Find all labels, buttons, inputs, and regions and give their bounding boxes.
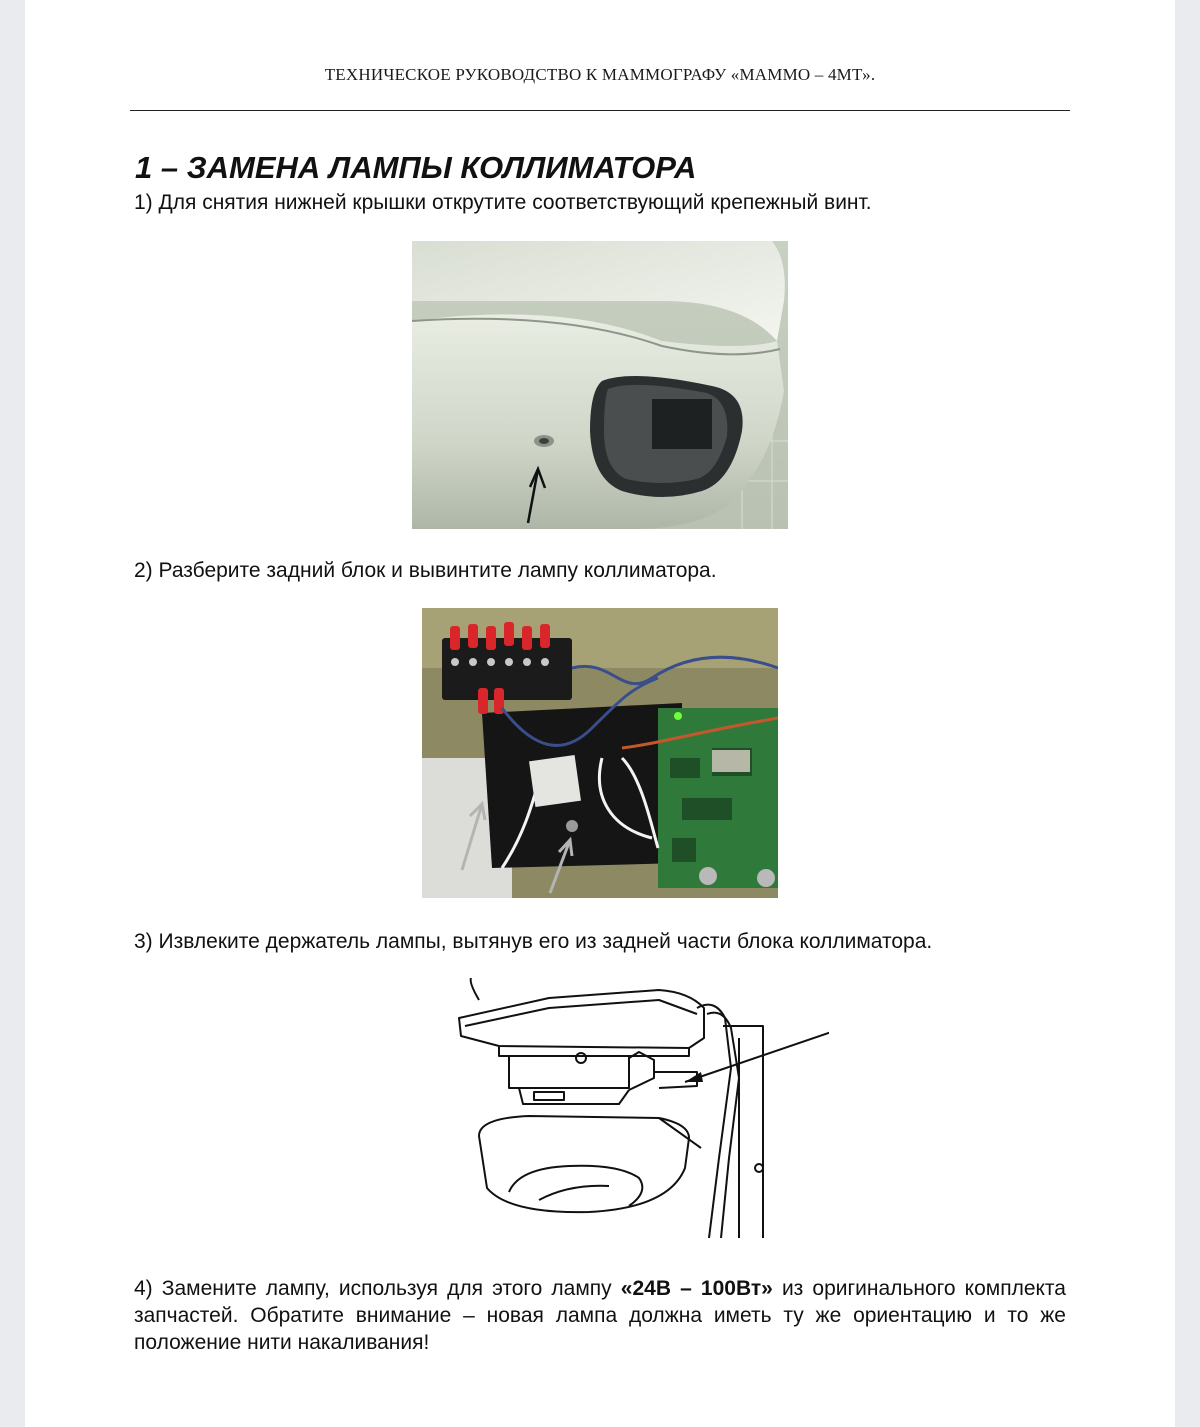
collimator-unit-drawing: [439, 978, 829, 1238]
step-4-text-end: из оригинального комплекта запчастей. Обратите внимание – новая лампа должна иметь ту же ориентацию и то же положение нити накаливания!: [134, 1277, 1066, 1354]
step-4-text: [134, 1275, 1066, 1356]
lamp-holder-arrow-icon: [685, 1072, 703, 1082]
step-2-text: 2) Разберите задний блок и вывинтите лампу коллиматора.: [134, 559, 717, 582]
document-page: [25, 0, 1175, 1427]
step-1-text: 1) Для снятия нижней крышки открутите соответствующий крепежный винт.: [134, 191, 872, 214]
lamp-spec: «24В – 100Вт»: [620, 1277, 773, 1300]
step-4-text-start: 4) Замените лампу, используя для этого лампу: [134, 1277, 621, 1300]
collimator-cover-photo: [412, 241, 788, 529]
rear-block-photo: [422, 608, 778, 898]
running-header: ТЕХНИЧЕСКОЕ РУКОВОДСТВО К МАММОГРАФУ «МАММО – 4МТ».: [324, 65, 876, 84]
header-rule: [130, 110, 1070, 111]
section-title: 1 – ЗАМЕНА ЛАМПЫ КОЛЛИМАТОРА: [135, 150, 697, 185]
step-3-text: 3) Извлеките держатель лампы, вытянув его из задней части блока коллиматора.: [134, 930, 933, 953]
